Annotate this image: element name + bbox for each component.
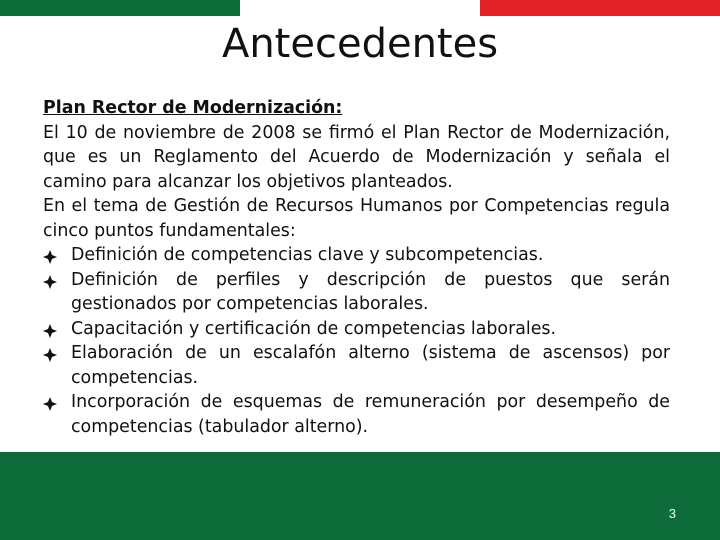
section-heading: Plan Rector de Modernización:	[43, 98, 343, 118]
page-number: 3	[668, 506, 676, 521]
flag-white-segment	[240, 0, 480, 16]
list-item	[43, 317, 670, 342]
flag-red-segment	[480, 0, 720, 16]
points-list	[43, 243, 670, 439]
slide-body	[43, 96, 670, 439]
diamond-bullet-icon	[43, 275, 57, 289]
flag-color-bar	[0, 0, 720, 16]
flag-green-segment	[0, 0, 240, 16]
list-item-text: Capacitación y certificación de competencias laborales.	[71, 318, 557, 339]
list-item-text: Definición de perfiles y descripción de puestos que serán gestionados por competencias laborales.	[71, 269, 670, 314]
slide-title: Antecedentes	[221, 21, 499, 67]
intro-paragraph: El 10 de noviembre de 2008 se firmó el Plan Rector de Modernización, que es un Reglamento del Acuerdo de Modernización y señala el camino para alcanzar los objetivos planteados.	[43, 122, 670, 192]
list-item	[43, 341, 670, 390]
diamond-bullet-icon	[43, 250, 57, 264]
list-item	[43, 243, 670, 268]
list-item-text: Elaboración de un escalafón alterno (sistema de ascensos) por competencias.	[71, 343, 670, 388]
list-item-text: Incorporación de esquemas de remuneración por desempeño de competencias (tabulador alterno).	[71, 392, 670, 437]
diamond-bullet-icon	[43, 324, 57, 338]
diamond-bullet-icon	[43, 397, 57, 411]
list-item-text: Definición de competencias clave y subcompetencias.	[71, 245, 544, 265]
footer-bar	[0, 452, 720, 540]
list-item	[43, 390, 670, 439]
list-item	[43, 268, 670, 317]
diamond-bullet-icon	[43, 348, 57, 362]
topic-paragraph: En el tema de Gestión de Recursos Humanos por Competencias regula cinco puntos fundamentales:	[43, 196, 670, 241]
